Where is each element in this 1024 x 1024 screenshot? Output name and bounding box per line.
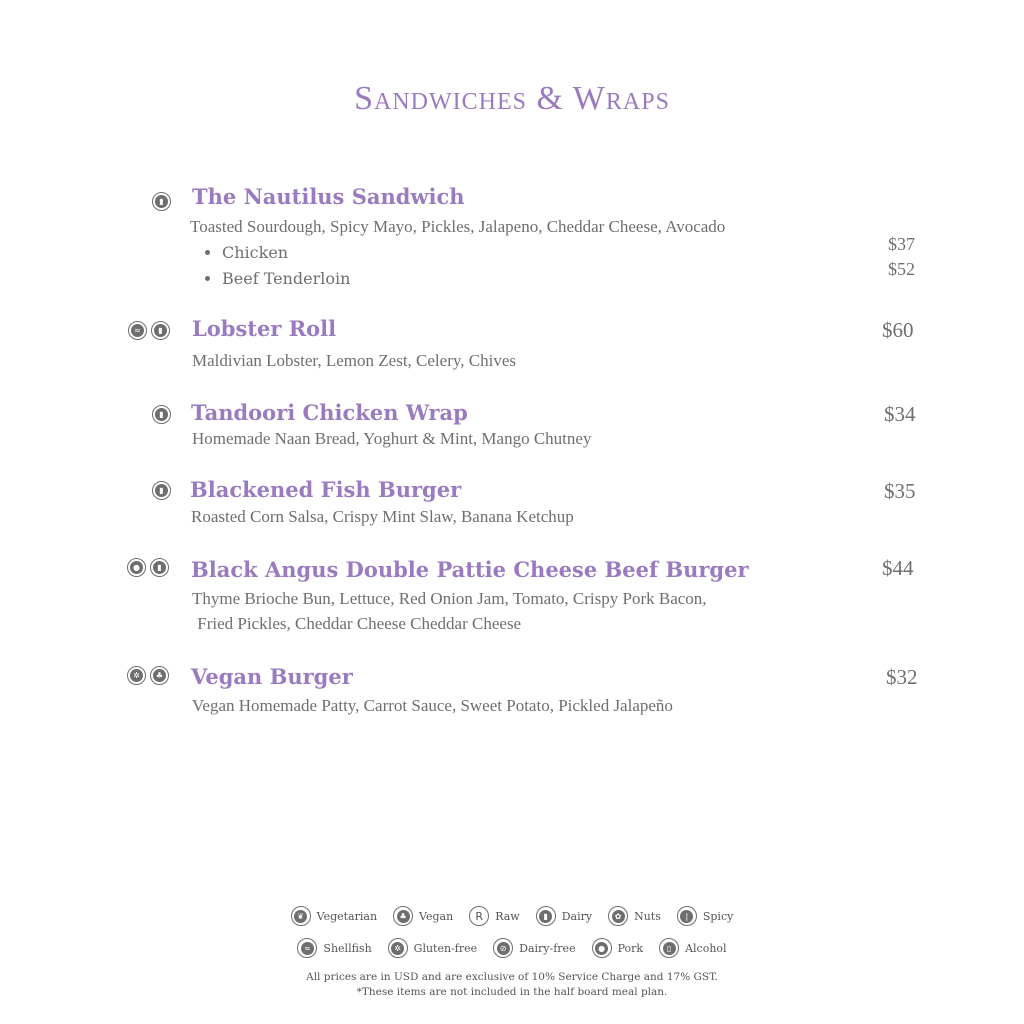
item-description: Maldivian Lobster, Lemon Zest, Celery, Chives bbox=[192, 351, 516, 370]
page-title: Sandwiches & Wraps bbox=[354, 80, 670, 117]
item-options bbox=[192, 240, 350, 292]
dairy-icon: ▮ bbox=[536, 906, 556, 926]
item-name: Black Angus Double Pattie Cheese Beef Burger bbox=[191, 557, 749, 582]
item-name: Vegan Burger bbox=[191, 664, 353, 689]
pork-icon: ● bbox=[592, 938, 612, 958]
item-price: $34 bbox=[884, 402, 916, 426]
spicy-icon: ❘ bbox=[677, 906, 697, 926]
item-name: Lobster Roll bbox=[192, 316, 337, 341]
item-price: $44 bbox=[882, 556, 914, 580]
dairy-icon: ▮ bbox=[152, 405, 171, 424]
legend-item: R Raw bbox=[469, 906, 520, 926]
option-label: • Beef Tenderloin bbox=[222, 266, 350, 292]
shellfish-icon: ≈ bbox=[128, 321, 147, 340]
item-price: $35 bbox=[884, 479, 916, 503]
pork-icon: ● bbox=[127, 558, 146, 577]
legend-item: ● Pork bbox=[592, 938, 644, 958]
legend-item: ⊘ Dairy-free bbox=[493, 938, 575, 958]
legend-item: ♣ Vegan bbox=[393, 906, 453, 926]
footnote-prices: All prices are in USD and are exclusive of 10% Service Charge and 17% GST. bbox=[306, 971, 718, 983]
item-description: Homemade Naan Bread, Yoghurt & Mint, Mango Chutney bbox=[192, 429, 592, 448]
legend-row bbox=[0, 906, 1024, 926]
legend-item: ≈ Shellfish bbox=[297, 938, 371, 958]
dairy-icon: ▮ bbox=[151, 321, 170, 340]
gluten-free-icon: ✲ bbox=[127, 666, 146, 685]
dairy-icon: ▮ bbox=[150, 558, 169, 577]
dairy-icon: ▮ bbox=[152, 192, 171, 211]
footnote bbox=[0, 970, 1024, 1000]
item-name: Blackened Fish Burger bbox=[190, 477, 462, 502]
legend-item: ▯ Alcohol bbox=[659, 938, 726, 958]
item-description: Roasted Corn Salsa, Crispy Mint Slaw, Banana Ketchup bbox=[191, 507, 574, 526]
item-description: Toasted Sourdough, Spicy Mayo, Pickles, Jalapeno, Cheddar Cheese, Avocado bbox=[190, 217, 726, 236]
nuts-icon: ✿ bbox=[608, 906, 628, 926]
legend-item: ❘ Spicy bbox=[677, 906, 733, 926]
option-label: • Chicken bbox=[222, 240, 350, 266]
item-name: The Nautilus Sandwich bbox=[192, 184, 465, 209]
vegan-icon: ♣ bbox=[393, 906, 413, 926]
dairy-free-icon: ⊘ bbox=[493, 938, 513, 958]
footnote-meal-plan: *These items are not included in the half board meal plan. bbox=[356, 986, 668, 998]
vegetarian-icon: ❦ bbox=[291, 906, 311, 926]
item-description: Vegan Homemade Patty, Carrot Sauce, Sweet Potato, Pickled Jalapeño bbox=[192, 696, 673, 715]
dairy-icon: ▮ bbox=[152, 481, 171, 500]
gluten-free-icon: ✲ bbox=[388, 938, 408, 958]
vegan-icon: ♣ bbox=[150, 666, 169, 685]
legend-item: ❦ Vegetarian bbox=[291, 906, 377, 926]
legend-item: ✿ Nuts bbox=[608, 906, 661, 926]
shellfish-icon: ≈ bbox=[297, 938, 317, 958]
item-price: $60 bbox=[882, 318, 914, 342]
legend-item: ▮ Dairy bbox=[536, 906, 592, 926]
alcohol-icon: ▯ bbox=[659, 938, 679, 958]
item-description: Fried Pickles, Cheddar Cheese Cheddar Cheese bbox=[193, 614, 522, 633]
option-price: $52 bbox=[888, 259, 915, 279]
legend-row bbox=[0, 938, 1024, 958]
legend-item: ✲ Gluten-free bbox=[388, 938, 477, 958]
raw-icon: R bbox=[469, 906, 489, 926]
item-description: Thyme Brioche Bun, Lettuce, Red Onion Jam, Tomato, Crispy Pork Bacon, bbox=[192, 589, 707, 608]
item-price: $32 bbox=[886, 665, 918, 689]
option-price: $37 bbox=[888, 234, 915, 254]
item-name: Tandoori Chicken Wrap bbox=[191, 400, 468, 425]
